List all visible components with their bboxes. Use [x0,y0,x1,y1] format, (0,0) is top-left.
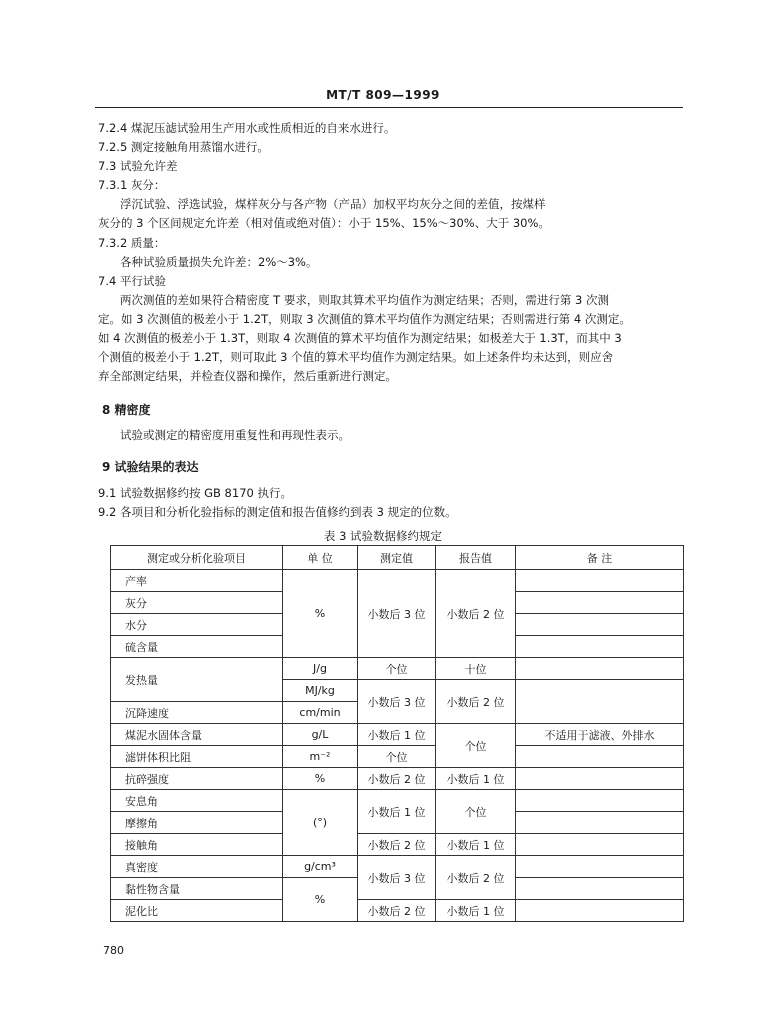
unit-cell: % [283,878,358,922]
text-line: 7.2.4 煤泥压滤试验用生产用水或性质相近的自来水进行。 [98,121,396,135]
table-row [111,746,684,768]
table-header-cell: 测定值 [358,546,436,570]
item-cell: 硫含量 [111,636,283,658]
item-cell: 产率 [111,570,283,592]
page-number: 780 [103,944,124,957]
text-line: 定。如 3 次测值的极差小于 1.2T，则取 3 次测值的算术平均值作为测定结果；否则需进行第 4 次测定。 [98,312,631,326]
measured-cell: 个位 [358,658,436,680]
unit-cell: J/g [283,658,358,680]
text-line: 个测值的极差小于 1.2T，则可取此 3 个值的算术平均值作为测定结果。如上述条件均未达到，则应舍 [98,350,614,364]
item-cell: 真密度 [111,856,283,878]
note-cell [516,592,684,614]
table-row [111,658,684,680]
measured-cell: 小数后 2 位 [358,900,436,922]
reported-cell: 小数后 2 位 [436,570,516,658]
table-row [111,724,684,746]
table-header-row [111,546,684,570]
measured-cell: 小数后 2 位 [358,834,436,856]
table-header-cell: 报告值 [436,546,516,570]
unit-cell: g/L [283,724,358,746]
measured-cell: 小数后 3 位 [358,570,436,658]
text-line: 两次测值的差如果符合精密度 T 要求，则取其算术平均值作为测定结果；否则，需进行第 3 次测 [120,293,609,307]
table-row [111,768,684,790]
unit-cell: cm/min [283,702,358,724]
text-line: 9.2 各项目和分析化验指标的测定值和报告值修约到表 3 规定的位数。 [98,505,457,519]
item-cell: 灰分 [111,592,283,614]
note-cell [516,900,684,922]
text-line: 灰分的 3 个区间规定允许差（相对值或绝对值）：小于 15%、15%～30%、大于 30%。 [98,216,550,230]
note-cell [516,680,684,724]
item-cell: 抗碎强度 [111,768,283,790]
reported-cell: 小数后 2 位 [436,856,516,900]
item-cell: 发热量 [111,658,283,702]
section-8-text: 试验或测定的精密度用重复性和再现性表示。 [120,428,350,442]
unit-cell: MJ/kg [283,680,358,702]
section-8-heading: 8 精密度 [102,403,151,417]
item-cell: 泥化比 [111,900,283,922]
item-cell: 煤泥水固体含量 [111,724,283,746]
note-cell [516,658,684,680]
header-doc-code: MT/T 809—1999 [326,88,440,102]
measured-cell: 小数后 2 位 [358,768,436,790]
item-cell: 摩擦角 [111,812,283,834]
unit-cell: m⁻² [283,746,358,768]
text-line: 弃全部测定结果，并检查仪器和操作，然后重新进行测定。 [98,369,397,383]
reported-cell: 十位 [436,658,516,680]
item-cell: 滤饼体积比阻 [111,746,283,768]
reported-cell: 个位 [436,790,516,834]
measured-cell: 小数后 3 位 [358,680,436,724]
note-cell [516,812,684,834]
table-row [111,790,684,812]
reported-cell: 小数后 1 位 [436,834,516,856]
measured-cell: 小数后 1 位 [358,724,436,746]
section-9-heading: 9 试验结果的表达 [102,460,199,474]
unit-cell: (°) [283,790,358,856]
item-cell: 水分 [111,614,283,636]
text-line: 浮沉试验、浮选试验，煤样灰分与各产物（产品）加权平均灰分之间的差值，按煤样 [120,197,546,211]
table-row [111,570,684,592]
item-cell: 安息角 [111,790,283,812]
note-cell: 不适用于滤液、外排水 [516,724,684,746]
note-cell [516,790,684,812]
note-cell [516,768,684,790]
text-line: 如 4 次测值的极差小于 1.3T，则取 4 次测值的算术平均值作为测定结果；如极差大于 1.3T，而其中 3 [98,331,622,345]
note-cell [516,614,684,636]
note-cell [516,570,684,592]
reported-cell: 小数后 2 位 [436,680,516,724]
reported-cell: 小数后 1 位 [436,768,516,790]
text-line: 7.4 平行试验 [98,274,166,288]
table-row [111,856,684,878]
table-row [111,900,684,922]
reported-cell: 小数后 1 位 [436,900,516,922]
table-row [111,834,684,856]
text-line: 各种试验质量损失允许差：2%～3%。 [120,255,318,269]
item-cell: 接触角 [111,834,283,856]
measured-cell: 小数后 3 位 [358,856,436,900]
text-line: 9.1 试验数据修约按 GB 8170 执行。 [98,486,292,500]
note-cell [516,636,684,658]
text-line: 7.2.5 测定接触角用蒸馏水进行。 [98,140,269,154]
note-cell [516,834,684,856]
unit-cell: g/cm³ [283,856,358,878]
note-cell [516,878,684,900]
table-header-cell: 测定或分析化验项目 [111,546,283,570]
reported-cell: 个位 [436,724,516,768]
unit-cell: % [283,570,358,658]
table-caption: 表 3 试验数据修约规定 [323,529,443,543]
measured-cell: 小数后 1 位 [358,790,436,834]
note-cell [516,746,684,768]
header-rule [95,107,683,108]
item-cell: 沉降速度 [111,702,283,724]
note-cell [516,856,684,878]
unit-cell: % [283,768,358,790]
text-line: 7.3.2 质量： [98,236,166,250]
table-header-cell: 备 注 [516,546,684,570]
table-header-cell: 单 位 [283,546,358,570]
item-cell: 黏性物含量 [111,878,283,900]
text-line: 7.3.1 灰分： [98,178,166,192]
text-line: 7.3 试验允许差 [98,159,178,173]
rounding-table [110,545,684,922]
measured-cell: 个位 [358,746,436,768]
